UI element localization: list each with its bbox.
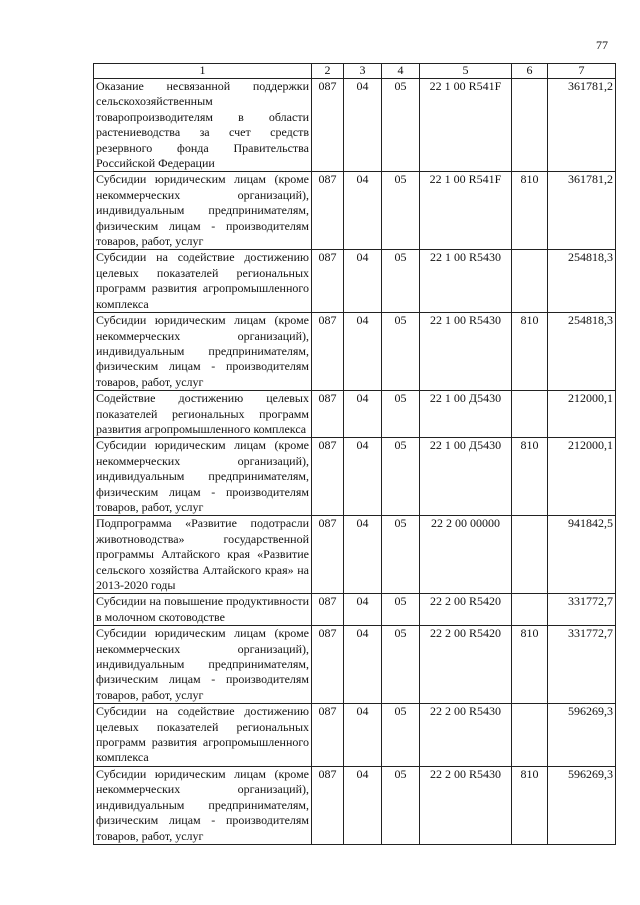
table-row: [94, 594, 616, 626]
description-cell: Оказание несвязанной поддержки сельскохозяйственным товаропроизводителям в области растениеводства за счет средств резервного фонда Правительства Российской Федерации: [94, 79, 312, 172]
table-row: [94, 313, 616, 391]
ministry-code-cell: 087: [312, 438, 344, 516]
table-row: [94, 172, 616, 250]
expense-type-cell: [512, 391, 548, 438]
table-row: [94, 704, 616, 767]
ministry-code-cell: 087: [312, 391, 344, 438]
target-article-cell: 22 1 00 R5430: [420, 250, 512, 313]
table-body: [94, 79, 616, 845]
target-article-cell: 22 1 00 R541F: [420, 79, 512, 172]
expense-type-cell: 810: [512, 626, 548, 704]
amount-cell: 212000,1: [548, 391, 616, 438]
table-row: [94, 516, 616, 594]
description-cell: Субсидии юридическим лицам (кроме некоммерческих организаций), индивидуальным предпринимателям, физическим лицам - производителям товаров, работ, услуг: [94, 172, 312, 250]
subsection-code-cell: 05: [382, 516, 420, 594]
amount-cell: 596269,3: [548, 704, 616, 767]
description-cell: Субсидии на содействие достижению целевых показателей региональных программ развития агропромышленного комплекса: [94, 250, 312, 313]
section-code-cell: 04: [344, 250, 382, 313]
header-cell-1: 1: [94, 64, 312, 79]
subsection-code-cell: 05: [382, 704, 420, 767]
expense-type-cell: [512, 704, 548, 767]
amount-cell: 331772,7: [548, 626, 616, 704]
section-code-cell: 04: [344, 438, 382, 516]
header-cell-3: 3: [344, 64, 382, 79]
amount-cell: 212000,1: [548, 438, 616, 516]
table-row: [94, 250, 616, 313]
ministry-code-cell: 087: [312, 626, 344, 704]
target-article-cell: 22 2 00 00000: [420, 516, 512, 594]
section-code-cell: 04: [344, 79, 382, 172]
target-article-cell: 22 2 00 R5430: [420, 704, 512, 767]
section-code-cell: 04: [344, 172, 382, 250]
table-row: [94, 766, 616, 844]
amount-cell: 254818,3: [548, 250, 616, 313]
header-cell-6: 6: [512, 64, 548, 79]
ministry-code-cell: 087: [312, 594, 344, 626]
expense-type-cell: [512, 250, 548, 313]
subsection-code-cell: 05: [382, 391, 420, 438]
ministry-code-cell: 087: [312, 516, 344, 594]
target-article-cell: 22 1 00 R5430: [420, 313, 512, 391]
ministry-code-cell: 087: [312, 79, 344, 172]
expense-type-cell: [512, 516, 548, 594]
ministry-code-cell: 087: [312, 704, 344, 767]
section-code-cell: 04: [344, 391, 382, 438]
amount-cell: 254818,3: [548, 313, 616, 391]
target-article-cell: 22 2 00 R5420: [420, 626, 512, 704]
ministry-code-cell: 087: [312, 766, 344, 844]
section-code-cell: 04: [344, 626, 382, 704]
section-code-cell: 04: [344, 516, 382, 594]
subsection-code-cell: 05: [382, 79, 420, 172]
table-row: [94, 391, 616, 438]
expense-type-cell: [512, 594, 548, 626]
amount-cell: 331772,7: [548, 594, 616, 626]
description-cell: Субсидии юридическим лицам (кроме некоммерческих организаций), индивидуальным предпринимателям, физическим лицам - производителям товаров, работ, услуг: [94, 766, 312, 844]
expense-type-cell: 810: [512, 438, 548, 516]
description-cell: Субсидии на содействие достижению целевых показателей региональных программ развития агропромышленного комплекса: [94, 704, 312, 767]
header-cell-5: 5: [420, 64, 512, 79]
target-article-cell: 22 1 00 Д5430: [420, 438, 512, 516]
amount-cell: 361781,2: [548, 79, 616, 172]
header-cell-4: 4: [382, 64, 420, 79]
subsection-code-cell: 05: [382, 438, 420, 516]
table-row: [94, 626, 616, 704]
target-article-cell: 22 2 00 R5420: [420, 594, 512, 626]
ministry-code-cell: 087: [312, 172, 344, 250]
amount-cell: 941842,5: [548, 516, 616, 594]
description-cell: Субсидии на повышение продуктивности в молочном скотоводстве: [94, 594, 312, 626]
section-code-cell: 04: [344, 704, 382, 767]
header-cell-7: 7: [548, 64, 616, 79]
subsection-code-cell: 05: [382, 313, 420, 391]
header-row: [94, 64, 616, 79]
subsection-code-cell: 05: [382, 250, 420, 313]
description-cell: Субсидии юридическим лицам (кроме некоммерческих организаций), индивидуальным предпринимателям, физическим лицам - производителям товаров, работ, услуг: [94, 626, 312, 704]
page-number: 77: [596, 38, 608, 52]
expense-type-cell: 810: [512, 172, 548, 250]
table-row: [94, 79, 616, 172]
ministry-code-cell: 087: [312, 250, 344, 313]
subsection-code-cell: 05: [382, 626, 420, 704]
subsection-code-cell: 05: [382, 594, 420, 626]
target-article-cell: 22 1 00 Д5430: [420, 391, 512, 438]
table-row: [94, 438, 616, 516]
description-cell: Субсидии юридическим лицам (кроме некоммерческих организаций), индивидуальным предпринимателям, физическим лицам - производителям товаров, работ, услуг: [94, 313, 312, 391]
expense-type-cell: 810: [512, 313, 548, 391]
description-cell: Содействие достижению целевых показателей региональных программ развития агропромышленного комплекса: [94, 391, 312, 438]
description-cell: Субсидии юридическим лицам (кроме некоммерческих организаций), индивидуальным предпринимателям, физическим лицам - производителям товаров, работ, услуг: [94, 438, 312, 516]
target-article-cell: 22 2 00 R5430: [420, 766, 512, 844]
budget-table: [93, 63, 616, 845]
expense-type-cell: 810: [512, 766, 548, 844]
description-cell: Подпрограмма «Развитие подотрасли животноводства» государственной программы Алтайского края «Развитие сельского хозяйства Алтайского края» на 2013-2020 годы: [94, 516, 312, 594]
amount-cell: 361781,2: [548, 172, 616, 250]
target-article-cell: 22 1 00 R541F: [420, 172, 512, 250]
section-code-cell: 04: [344, 313, 382, 391]
expense-type-cell: [512, 79, 548, 172]
ministry-code-cell: 087: [312, 313, 344, 391]
section-code-cell: 04: [344, 594, 382, 626]
amount-cell: 596269,3: [548, 766, 616, 844]
subsection-code-cell: 05: [382, 766, 420, 844]
section-code-cell: 04: [344, 766, 382, 844]
subsection-code-cell: 05: [382, 172, 420, 250]
header-cell-2: 2: [312, 64, 344, 79]
